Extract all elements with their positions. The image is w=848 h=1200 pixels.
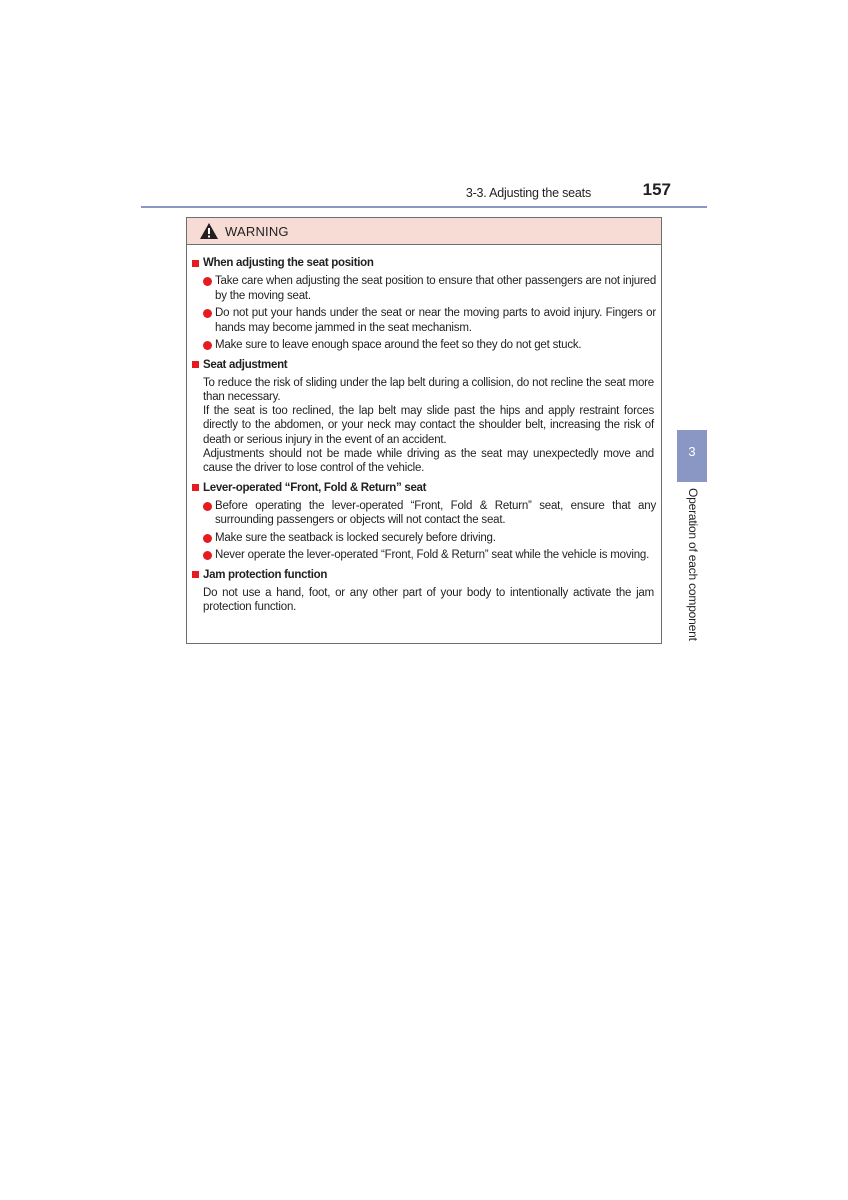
- header-rule: [141, 206, 707, 208]
- header-section-title: 3-3. Adjusting the seats: [465, 186, 591, 200]
- round-bullet-icon: [203, 309, 212, 318]
- section-seat-adjustment: [187, 357, 661, 476]
- paragraph: Adjustments should not be made while driving as the seat may unexpectedly move and cause the driver to lose control of the vehicle.: [203, 447, 654, 475]
- section-title-row: [187, 480, 661, 496]
- list-item: [187, 338, 661, 353]
- list-item-text: Do not put your hands under the seat or near the moving parts to avoid injury. Fingers or hands may become jammed in the seat mechanism.: [215, 307, 656, 334]
- round-bullet-icon: [203, 534, 212, 543]
- page-number: 157: [642, 180, 671, 199]
- list-item-text: Before operating the lever-operated “Front, Fold & Return” seat, ensure that any surrounding passengers or objects will not contact the seat.: [215, 499, 656, 527]
- list-item: [187, 274, 661, 303]
- list-item: [187, 548, 661, 563]
- list-item-text: Make sure to leave enough space around the feet so they do not get stuck.: [215, 339, 582, 351]
- chapter-label: Operation of each component: [686, 488, 700, 641]
- section-seat-position: [187, 255, 661, 353]
- chapter-tab: [677, 430, 707, 482]
- list-item: [187, 306, 661, 335]
- section-title: Lever-operated “Front, Fold & Return” seat: [203, 481, 427, 494]
- paragraph: Do not use a hand, foot, or any other part of your body to intentionally activate the jam protection function.: [203, 586, 654, 613]
- section-title: Seat adjustment: [203, 358, 288, 371]
- round-bullet-icon: [203, 277, 212, 286]
- section-title-row: [187, 255, 661, 271]
- paragraph: To reduce the risk of sliding under the lap belt during a collision, do not recline the seat more than necessary.: [203, 376, 654, 403]
- section-title-row: [187, 567, 661, 583]
- warning-triangle-icon: [199, 222, 219, 240]
- section-title: Jam protection function: [203, 568, 328, 581]
- list-item: [187, 531, 661, 546]
- section-jam-protection: [187, 567, 661, 615]
- chapter-number: 3: [688, 444, 696, 459]
- round-bullet-icon: [203, 341, 212, 350]
- list-item-text: Never operate the lever-operated “Front, Fold & Return” seat while the vehicle is moving.: [215, 549, 650, 562]
- list-item: [187, 499, 661, 528]
- round-bullet-icon: [203, 551, 212, 560]
- warning-content: [187, 255, 661, 618]
- list-item-text: Take care when adjusting the seat position to ensure that other passengers are not injured by the moving seat.: [215, 275, 657, 302]
- warning-title: WARNING: [225, 223, 289, 239]
- round-bullet-icon: [203, 502, 212, 511]
- section-lever-operated-seat: [187, 480, 661, 563]
- section-title: When adjusting the seat position: [203, 257, 374, 269]
- section-title-row: [187, 357, 661, 373]
- square-bullet-icon: [192, 571, 199, 578]
- warning-header: [187, 218, 661, 245]
- warning-box: [186, 217, 662, 644]
- square-bullet-icon: [192, 260, 199, 267]
- square-bullet-icon: [192, 361, 199, 368]
- square-bullet-icon: [192, 484, 199, 491]
- list-item-text: Make sure the seatback is locked securely before driving.: [215, 531, 496, 544]
- paragraph: If the seat is too reclined, the lap belt may slide past the hips and apply restraint forces directly to the abdomen, or your neck may contact the shoulder belt, increasing the risk of death or serious injury in the event of an accident.: [203, 405, 654, 446]
